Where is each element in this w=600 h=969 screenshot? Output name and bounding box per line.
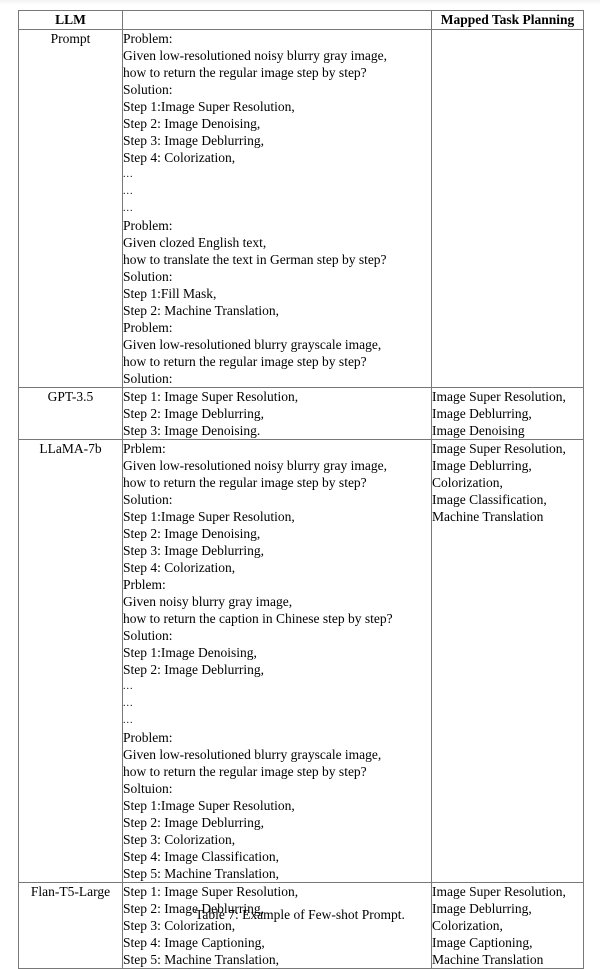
output-line: Solution: <box>123 269 173 284</box>
table-body <box>19 30 584 969</box>
row-label-gpt-3-5: GPT-3.5 <box>19 388 123 440</box>
row-label-prompt: Prompt <box>19 30 123 388</box>
output-line: how to return the regular image step by step? <box>123 475 367 490</box>
column-header-output <box>123 11 432 30</box>
output-line: Step 2: Image Denoising, <box>123 116 261 131</box>
output-line: Given low-resolutioned noisy blurry gray image, <box>123 48 387 63</box>
output-line: Step 1:Image Super Resolution, <box>123 798 295 813</box>
output-line: Step 1: Image Super Resolution, <box>123 884 299 899</box>
output-line: Given low-resolutioned blurry grayscale image, <box>123 337 382 352</box>
table-header <box>19 11 584 30</box>
output-line: Step 2: Image Deblurring, <box>123 662 264 677</box>
output-line: Step 3: Image Denoising. <box>123 423 261 438</box>
page-top-edge <box>0 0 600 5</box>
output-line: Step 4: Colorization, <box>123 560 236 575</box>
output-line-ellipsis: ... <box>123 698 134 709</box>
mapped-task-line: Image Deblurring, <box>432 458 532 473</box>
output-line: Prblem: <box>123 577 166 592</box>
output-line: Problem: <box>123 730 173 745</box>
row-output-gpt-3-5 <box>123 388 432 440</box>
output-line: Step 4: Image Captioning, <box>123 935 265 950</box>
mapped-task-line: Image Captioning, <box>432 935 533 950</box>
output-line: Step 2: Image Deblurring, <box>123 815 264 830</box>
output-line: Given noisy blurry gray image, <box>123 594 293 609</box>
row-label-flan-t5-large: Flan-T5-Large <box>19 883 123 969</box>
mapped-task-line: Image Super Resolution, <box>432 441 566 456</box>
output-line: how to return the regular image step by step? <box>123 764 367 779</box>
output-line: Step 2: Image Deblurring, <box>123 901 264 916</box>
row-mapped-llama-7b <box>432 440 584 883</box>
output-line: Step 3: Image Deblurring, <box>123 543 264 558</box>
mapped-task-line: Image Denoising <box>432 423 525 438</box>
output-line-ellipsis: ... <box>123 203 134 214</box>
output-line: Solution: <box>123 371 173 386</box>
mapped-task-line: Image Super Resolution, <box>432 389 566 404</box>
mapped-task-line: Machine Translation <box>432 509 544 524</box>
output-line: Soltuion: <box>123 781 173 796</box>
row-mapped-gpt-3-5 <box>432 388 584 440</box>
mapped-task-line: Image Deblurring, <box>432 901 532 916</box>
row-mapped-prompt <box>432 30 584 388</box>
output-line: Step 1:Fill Mask, <box>123 286 217 301</box>
output-line: how to translate the text in German step by step? <box>123 252 387 267</box>
output-line: how to return the caption in Chinese step by step? <box>123 611 393 626</box>
mapped-task-line: Machine Translation <box>432 952 544 967</box>
output-line: Step 3: Colorization, <box>123 832 236 847</box>
output-line: Given low-resolutioned noisy blurry gray image, <box>123 458 387 473</box>
output-line: Problem: <box>123 218 173 233</box>
output-line: Solution: <box>123 492 173 507</box>
table-row <box>19 440 584 883</box>
output-line-ellipsis: ... <box>123 186 134 197</box>
few-shot-prompt-table <box>18 10 584 969</box>
row-mapped-flan-t5-large <box>432 883 584 969</box>
output-line: Problem: <box>123 31 173 46</box>
table-row <box>19 30 584 388</box>
output-line-ellipsis: ... <box>123 715 134 726</box>
table-caption: Table 7: Example of Few-shot Prompt. <box>195 907 405 922</box>
output-line: Solution: <box>123 82 173 97</box>
output-line: Step 2: Machine Translation, <box>123 303 279 318</box>
output-line: Step 3: Colorization, <box>123 918 236 933</box>
row-output-prompt <box>123 30 432 388</box>
table-row <box>19 883 584 969</box>
mapped-task-line: Image Deblurring, <box>432 406 532 421</box>
output-line: Prblem: <box>123 441 166 456</box>
mapped-task-line: Image Classification, <box>432 492 547 507</box>
output-line-ellipsis: ... <box>123 681 134 692</box>
output-line: Problem: <box>123 320 173 335</box>
output-line: Given low-resolutioned blurry grayscale image, <box>123 747 382 762</box>
output-line: Step 1:Image Super Resolution, <box>123 509 295 524</box>
output-line: Step 5: Machine Translation, <box>123 866 279 881</box>
table-header-row <box>19 11 584 30</box>
output-line-ellipsis: ... <box>123 169 134 180</box>
table-row <box>19 388 584 440</box>
output-line: Step 4: Image Classification, <box>123 849 279 864</box>
output-line: Step 3: Image Deblurring, <box>123 133 264 148</box>
output-line: Step 1:Image Denoising, <box>123 645 257 660</box>
mapped-task-line: Colorization, <box>432 475 503 490</box>
output-line: Given clozed English text, <box>123 235 267 250</box>
row-output-llama-7b <box>123 440 432 883</box>
output-line: Step 2: Image Denoising, <box>123 526 261 541</box>
output-line: Step 2: Image Deblurring, <box>123 406 264 421</box>
output-line: how to return the regular image step by step? <box>123 354 367 369</box>
mapped-task-line: Image Super Resolution, <box>432 884 566 899</box>
column-header-mapped-task-planning: Mapped Task Planning <box>432 11 584 30</box>
mapped-task-line: Colorization, <box>432 918 503 933</box>
output-line: Step 1: Image Super Resolution, <box>123 389 299 404</box>
output-line: Step 1:Image Super Resolution, <box>123 99 295 114</box>
output-line: Solution: <box>123 628 173 643</box>
row-output-flan-t5-large <box>123 883 432 969</box>
row-label-llama-7b: LLaMA-7b <box>19 440 123 883</box>
output-line: how to return the regular image step by step? <box>123 65 367 80</box>
output-line: Step 4: Colorization, <box>123 150 236 165</box>
output-line: Step 5: Machine Translation, <box>123 952 279 967</box>
column-header-llm: LLM <box>19 11 123 30</box>
